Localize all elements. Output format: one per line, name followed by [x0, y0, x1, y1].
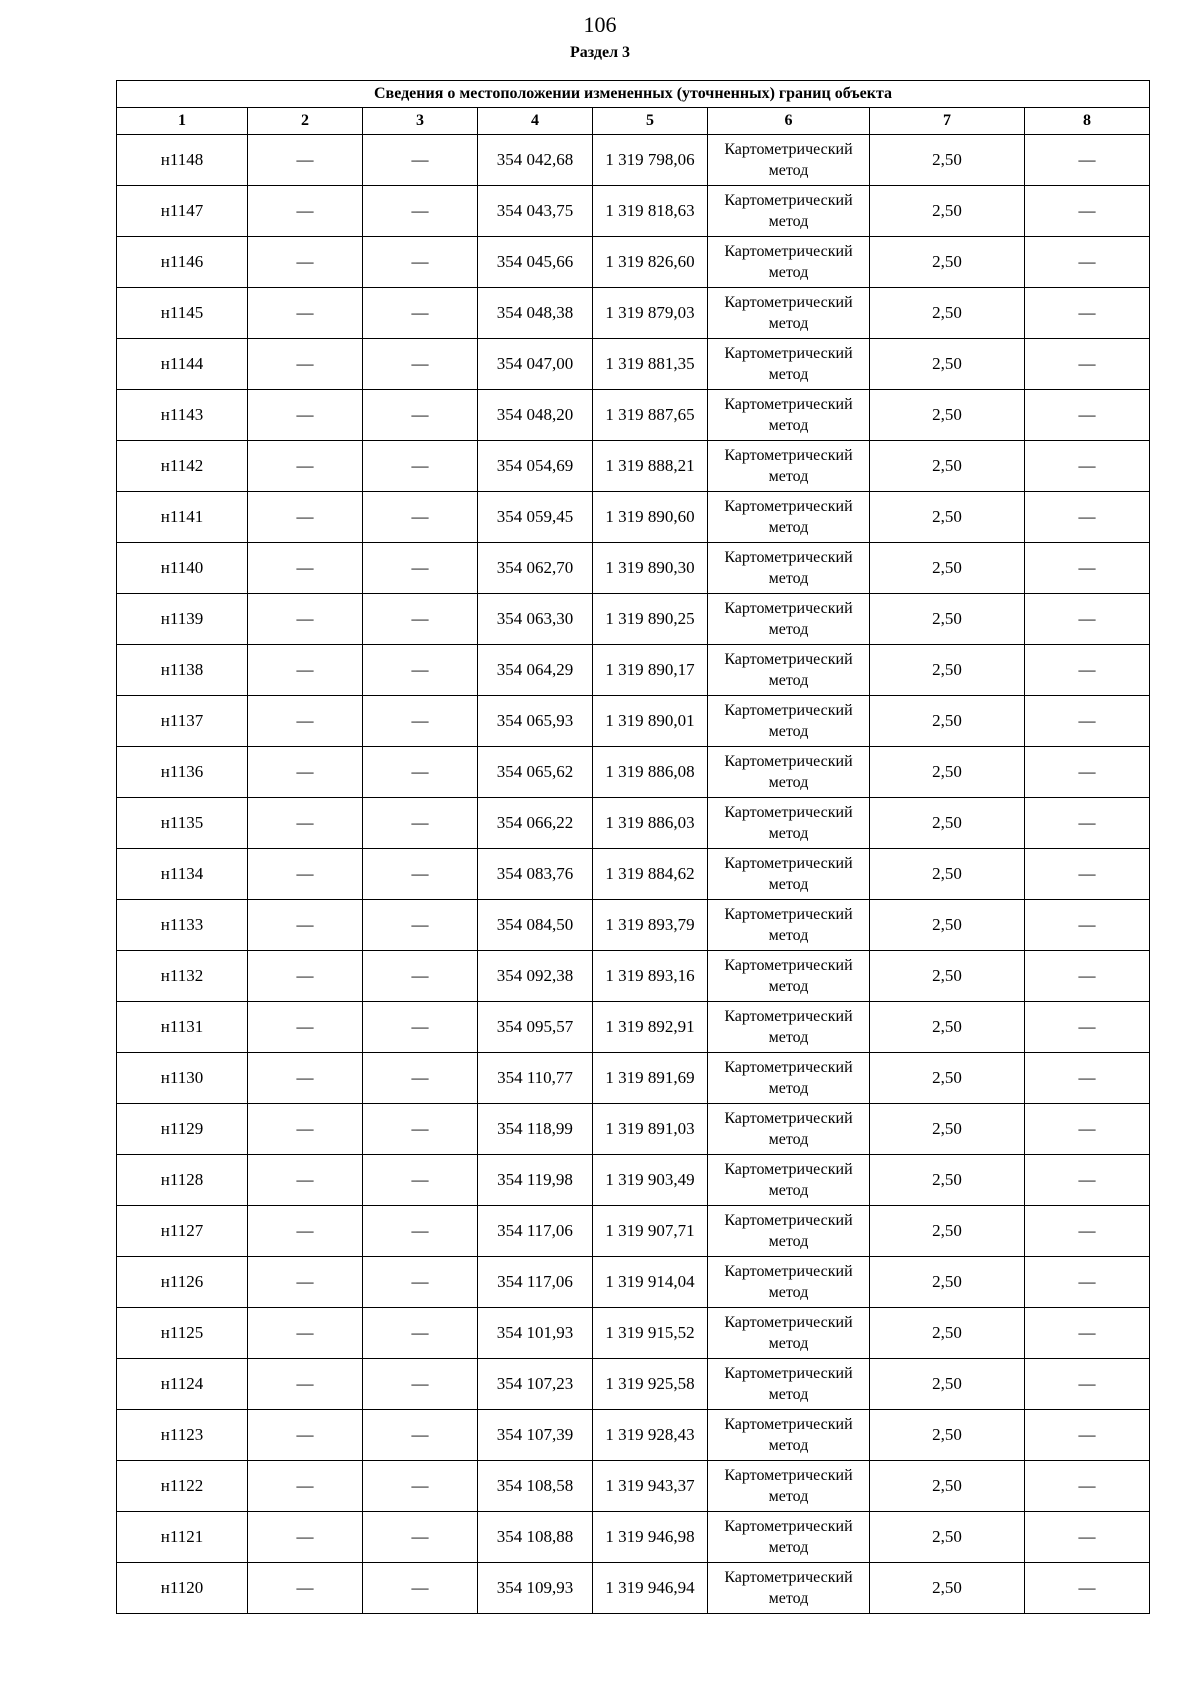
y-coordinate: 1 319 946,98: [593, 1512, 708, 1563]
column-2-value: —: [248, 186, 363, 237]
accuracy-value: 2,50: [870, 1206, 1025, 1257]
y-coordinate: 1 319 925,58: [593, 1359, 708, 1410]
method-description: Картометрический метод: [708, 1308, 870, 1359]
column-3-value: —: [363, 1053, 478, 1104]
column-3-value: —: [363, 747, 478, 798]
table-row: [117, 492, 1150, 543]
y-coordinate: 1 319 884,62: [593, 849, 708, 900]
column-3-value: —: [363, 135, 478, 186]
method-description: Картометрический метод: [708, 390, 870, 441]
x-coordinate: 354 117,06: [478, 1206, 593, 1257]
y-coordinate: 1 319 915,52: [593, 1308, 708, 1359]
accuracy-value: 2,50: [870, 339, 1025, 390]
method-description: Картометрический метод: [708, 951, 870, 1002]
point-number: н1122: [117, 1461, 248, 1512]
y-coordinate: 1 319 893,16: [593, 951, 708, 1002]
y-coordinate: 1 319 891,69: [593, 1053, 708, 1104]
accuracy-value: 2,50: [870, 237, 1025, 288]
table-row: [117, 441, 1150, 492]
accuracy-value: 2,50: [870, 492, 1025, 543]
y-coordinate: 1 319 826,60: [593, 237, 708, 288]
column-3-value: —: [363, 1155, 478, 1206]
column-3-value: —: [363, 1410, 478, 1461]
method-description: Картометрический метод: [708, 288, 870, 339]
table-caption: Сведения о местоположении измененных (уточненных) границ объекта: [117, 81, 1150, 108]
point-number: н1132: [117, 951, 248, 1002]
method-description: Картометрический метод: [708, 1359, 870, 1410]
accuracy-value: 2,50: [870, 1563, 1025, 1614]
column-2-value: —: [248, 1053, 363, 1104]
column-2-value: —: [248, 594, 363, 645]
column-3-value: —: [363, 339, 478, 390]
column-3-value: —: [363, 186, 478, 237]
y-coordinate: 1 319 892,91: [593, 1002, 708, 1053]
column-8-value: —: [1025, 696, 1150, 747]
table-row: [117, 696, 1150, 747]
column-8-value: —: [1025, 1410, 1150, 1461]
x-coordinate: 354 045,66: [478, 237, 593, 288]
x-coordinate: 354 118,99: [478, 1104, 593, 1155]
column-3-value: —: [363, 1002, 478, 1053]
column-2-value: —: [248, 1206, 363, 1257]
column-8-value: —: [1025, 1563, 1150, 1614]
y-coordinate: 1 319 914,04: [593, 1257, 708, 1308]
y-coordinate: 1 319 943,37: [593, 1461, 708, 1512]
accuracy-value: 2,50: [870, 1512, 1025, 1563]
column-3-value: —: [363, 951, 478, 1002]
accuracy-value: 2,50: [870, 1461, 1025, 1512]
accuracy-value: 2,50: [870, 1104, 1025, 1155]
column-2-value: —: [248, 1155, 363, 1206]
table-row: [117, 594, 1150, 645]
y-coordinate: 1 319 886,08: [593, 747, 708, 798]
y-coordinate: 1 319 893,79: [593, 900, 708, 951]
point-number: н1142: [117, 441, 248, 492]
accuracy-value: 2,50: [870, 798, 1025, 849]
accuracy-value: 2,50: [870, 1410, 1025, 1461]
column-8-value: —: [1025, 1512, 1150, 1563]
point-number: н1128: [117, 1155, 248, 1206]
column-8-value: —: [1025, 543, 1150, 594]
table-row: [117, 1461, 1150, 1512]
column-3-value: —: [363, 849, 478, 900]
method-description: Картометрический метод: [708, 492, 870, 543]
y-coordinate: 1 319 887,65: [593, 390, 708, 441]
x-coordinate: 354 083,76: [478, 849, 593, 900]
column-8-value: —: [1025, 1308, 1150, 1359]
x-coordinate: 354 048,20: [478, 390, 593, 441]
column-8-value: —: [1025, 849, 1150, 900]
y-coordinate: 1 319 890,25: [593, 594, 708, 645]
column-8-value: —: [1025, 747, 1150, 798]
point-number: н1148: [117, 135, 248, 186]
column-3-value: —: [363, 1257, 478, 1308]
column-2-value: —: [248, 339, 363, 390]
x-coordinate: 354 059,45: [478, 492, 593, 543]
column-3-value: —: [363, 492, 478, 543]
column-2-value: —: [248, 645, 363, 696]
column-8-value: —: [1025, 492, 1150, 543]
column-3-value: —: [363, 543, 478, 594]
point-number: н1133: [117, 900, 248, 951]
x-coordinate: 354 043,75: [478, 186, 593, 237]
method-description: Картометрический метод: [708, 900, 870, 951]
point-number: н1144: [117, 339, 248, 390]
column-3-value: —: [363, 1512, 478, 1563]
point-number: н1135: [117, 798, 248, 849]
accuracy-value: 2,50: [870, 390, 1025, 441]
table-row: [117, 543, 1150, 594]
column-3-value: —: [363, 1104, 478, 1155]
accuracy-value: 2,50: [870, 288, 1025, 339]
point-number: н1140: [117, 543, 248, 594]
method-description: Картометрический метод: [708, 1410, 870, 1461]
y-coordinate: 1 319 928,43: [593, 1410, 708, 1461]
column-number-6: 6: [708, 108, 870, 135]
table-row: [117, 237, 1150, 288]
page-number: 106: [583, 12, 617, 37]
accuracy-value: 2,50: [870, 543, 1025, 594]
column-number-4: 4: [478, 108, 593, 135]
column-8-value: —: [1025, 1104, 1150, 1155]
table-row: [117, 798, 1150, 849]
accuracy-value: 2,50: [870, 186, 1025, 237]
y-coordinate: 1 319 879,03: [593, 288, 708, 339]
point-number: н1139: [117, 594, 248, 645]
method-description: Картометрический метод: [708, 1053, 870, 1104]
table-row: [117, 1257, 1150, 1308]
column-8-value: —: [1025, 1461, 1150, 1512]
method-description: Картометрический метод: [708, 696, 870, 747]
column-2-value: —: [248, 492, 363, 543]
method-description: Картометрический метод: [708, 339, 870, 390]
x-coordinate: 354 084,50: [478, 900, 593, 951]
column-8-value: —: [1025, 594, 1150, 645]
table-row: [117, 1002, 1150, 1053]
x-coordinate: 354 107,39: [478, 1410, 593, 1461]
x-coordinate: 354 065,62: [478, 747, 593, 798]
column-8-value: —: [1025, 645, 1150, 696]
method-description: Картометрический метод: [708, 1461, 870, 1512]
point-number: н1125: [117, 1308, 248, 1359]
column-3-value: —: [363, 390, 478, 441]
column-2-value: —: [248, 441, 363, 492]
column-2-value: —: [248, 390, 363, 441]
x-coordinate: 354 066,22: [478, 798, 593, 849]
table-row: [117, 339, 1150, 390]
y-coordinate: 1 319 818,63: [593, 186, 708, 237]
accuracy-value: 2,50: [870, 135, 1025, 186]
y-coordinate: 1 319 891,03: [593, 1104, 708, 1155]
column-2-value: —: [248, 900, 363, 951]
method-description: Картометрический метод: [708, 441, 870, 492]
x-coordinate: 354 109,93: [478, 1563, 593, 1614]
x-coordinate: 354 101,93: [478, 1308, 593, 1359]
column-2-value: —: [248, 135, 363, 186]
x-coordinate: 354 065,93: [478, 696, 593, 747]
column-3-value: —: [363, 645, 478, 696]
point-number: н1134: [117, 849, 248, 900]
y-coordinate: 1 319 946,94: [593, 1563, 708, 1614]
column-8-value: —: [1025, 951, 1150, 1002]
x-coordinate: 354 042,68: [478, 135, 593, 186]
column-number-3: 3: [363, 108, 478, 135]
method-description: Картометрический метод: [708, 237, 870, 288]
accuracy-value: 2,50: [870, 900, 1025, 951]
table-row: [117, 900, 1150, 951]
point-number: н1141: [117, 492, 248, 543]
column-2-value: —: [248, 951, 363, 1002]
table-row: [117, 186, 1150, 237]
method-description: Картометрический метод: [708, 1155, 870, 1206]
column-3-value: —: [363, 1308, 478, 1359]
column-number-8: 8: [1025, 108, 1150, 135]
y-coordinate: 1 319 890,17: [593, 645, 708, 696]
point-number: н1138: [117, 645, 248, 696]
accuracy-value: 2,50: [870, 1257, 1025, 1308]
table-row: [117, 1104, 1150, 1155]
accuracy-value: 2,50: [870, 1053, 1025, 1104]
table-row: [117, 1512, 1150, 1563]
x-coordinate: 354 095,57: [478, 1002, 593, 1053]
method-description: Картометрический метод: [708, 1512, 870, 1563]
column-2-value: —: [248, 798, 363, 849]
point-number: н1121: [117, 1512, 248, 1563]
column-number-7: 7: [870, 108, 1025, 135]
column-number-1: 1: [117, 108, 248, 135]
column-8-value: —: [1025, 1257, 1150, 1308]
x-coordinate: 354 108,58: [478, 1461, 593, 1512]
column-2-value: —: [248, 1308, 363, 1359]
method-description: Картометрический метод: [708, 135, 870, 186]
column-8-value: —: [1025, 1155, 1150, 1206]
column-2-value: —: [248, 1002, 363, 1053]
y-coordinate: 1 319 798,06: [593, 135, 708, 186]
method-description: Картометрический метод: [708, 1206, 870, 1257]
column-3-value: —: [363, 1206, 478, 1257]
column-2-value: —: [248, 1512, 363, 1563]
table-row: [117, 1410, 1150, 1461]
y-coordinate: 1 319 907,71: [593, 1206, 708, 1257]
column-8-value: —: [1025, 288, 1150, 339]
accuracy-value: 2,50: [870, 1308, 1025, 1359]
x-coordinate: 354 092,38: [478, 951, 593, 1002]
column-8-value: —: [1025, 186, 1150, 237]
table-row: [117, 1563, 1150, 1614]
column-number-2: 2: [248, 108, 363, 135]
method-description: Картометрический метод: [708, 594, 870, 645]
accuracy-value: 2,50: [870, 1359, 1025, 1410]
section-title: Раздел 3: [569, 44, 631, 61]
point-number: н1146: [117, 237, 248, 288]
boundary-coordinates-table: [116, 80, 1150, 1614]
table-row: [117, 390, 1150, 441]
table-row: [117, 747, 1150, 798]
method-description: Картометрический метод: [708, 543, 870, 594]
method-description: Картометрический метод: [708, 1257, 870, 1308]
column-8-value: —: [1025, 1206, 1150, 1257]
column-3-value: —: [363, 594, 478, 645]
table-row: [117, 1053, 1150, 1104]
y-coordinate: 1 319 890,30: [593, 543, 708, 594]
x-coordinate: 354 062,70: [478, 543, 593, 594]
y-coordinate: 1 319 888,21: [593, 441, 708, 492]
column-2-value: —: [248, 1410, 363, 1461]
column-number-5: 5: [593, 108, 708, 135]
point-number: н1129: [117, 1104, 248, 1155]
column-8-value: —: [1025, 1053, 1150, 1104]
accuracy-value: 2,50: [870, 747, 1025, 798]
table-row: [117, 1308, 1150, 1359]
column-8-value: —: [1025, 1359, 1150, 1410]
column-8-value: —: [1025, 339, 1150, 390]
column-2-value: —: [248, 696, 363, 747]
column-8-value: —: [1025, 237, 1150, 288]
y-coordinate: 1 319 890,01: [593, 696, 708, 747]
column-2-value: —: [248, 543, 363, 594]
point-number: н1136: [117, 747, 248, 798]
column-8-value: —: [1025, 441, 1150, 492]
method-description: Картометрический метод: [708, 1563, 870, 1614]
method-description: Картометрический метод: [708, 849, 870, 900]
y-coordinate: 1 319 886,03: [593, 798, 708, 849]
x-coordinate: 354 107,23: [478, 1359, 593, 1410]
point-number: н1130: [117, 1053, 248, 1104]
column-2-value: —: [248, 1461, 363, 1512]
table-row: [117, 288, 1150, 339]
column-3-value: —: [363, 1461, 478, 1512]
point-number: н1145: [117, 288, 248, 339]
column-2-value: —: [248, 849, 363, 900]
method-description: Картометрический метод: [708, 1104, 870, 1155]
column-3-value: —: [363, 288, 478, 339]
column-3-value: —: [363, 237, 478, 288]
point-number: н1143: [117, 390, 248, 441]
accuracy-value: 2,50: [870, 594, 1025, 645]
point-number: н1147: [117, 186, 248, 237]
column-2-value: —: [248, 747, 363, 798]
method-description: Картометрический метод: [708, 645, 870, 696]
accuracy-value: 2,50: [870, 951, 1025, 1002]
table-row: [117, 849, 1150, 900]
accuracy-value: 2,50: [870, 1155, 1025, 1206]
method-description: Картометрический метод: [708, 798, 870, 849]
column-8-value: —: [1025, 798, 1150, 849]
column-8-value: —: [1025, 135, 1150, 186]
column-8-value: —: [1025, 1002, 1150, 1053]
table-body: [117, 135, 1150, 1614]
point-number: н1131: [117, 1002, 248, 1053]
column-3-value: —: [363, 900, 478, 951]
accuracy-value: 2,50: [870, 696, 1025, 747]
x-coordinate: 354 063,30: [478, 594, 593, 645]
point-number: н1137: [117, 696, 248, 747]
table-row: [117, 135, 1150, 186]
x-coordinate: 354 110,77: [478, 1053, 593, 1104]
point-number: н1124: [117, 1359, 248, 1410]
column-3-value: —: [363, 441, 478, 492]
column-number-row: [117, 108, 1150, 135]
column-3-value: —: [363, 798, 478, 849]
point-number: н1120: [117, 1563, 248, 1614]
x-coordinate: 354 047,00: [478, 339, 593, 390]
method-description: Картометрический метод: [708, 186, 870, 237]
table-row: [117, 1359, 1150, 1410]
y-coordinate: 1 319 903,49: [593, 1155, 708, 1206]
point-number: н1123: [117, 1410, 248, 1461]
column-8-value: —: [1025, 900, 1150, 951]
column-2-value: —: [248, 1104, 363, 1155]
x-coordinate: 354 119,98: [478, 1155, 593, 1206]
y-coordinate: 1 319 881,35: [593, 339, 708, 390]
column-2-value: —: [248, 1257, 363, 1308]
column-2-value: —: [248, 288, 363, 339]
accuracy-value: 2,50: [870, 849, 1025, 900]
x-coordinate: 354 117,06: [478, 1257, 593, 1308]
column-2-value: —: [248, 1563, 363, 1614]
column-8-value: —: [1025, 390, 1150, 441]
x-coordinate: 354 064,29: [478, 645, 593, 696]
table-row: [117, 1206, 1150, 1257]
column-2-value: —: [248, 237, 363, 288]
table-row: [117, 645, 1150, 696]
method-description: Картометрический метод: [708, 1002, 870, 1053]
accuracy-value: 2,50: [870, 441, 1025, 492]
x-coordinate: 354 054,69: [478, 441, 593, 492]
column-3-value: —: [363, 696, 478, 747]
x-coordinate: 354 048,38: [478, 288, 593, 339]
table-row: [117, 951, 1150, 1002]
column-2-value: —: [248, 1359, 363, 1410]
method-description: Картометрический метод: [708, 747, 870, 798]
table-row: [117, 1155, 1150, 1206]
column-3-value: —: [363, 1359, 478, 1410]
accuracy-value: 2,50: [870, 1002, 1025, 1053]
accuracy-value: 2,50: [870, 645, 1025, 696]
x-coordinate: 354 108,88: [478, 1512, 593, 1563]
point-number: н1126: [117, 1257, 248, 1308]
y-coordinate: 1 319 890,60: [593, 492, 708, 543]
column-3-value: —: [363, 1563, 478, 1614]
point-number: н1127: [117, 1206, 248, 1257]
